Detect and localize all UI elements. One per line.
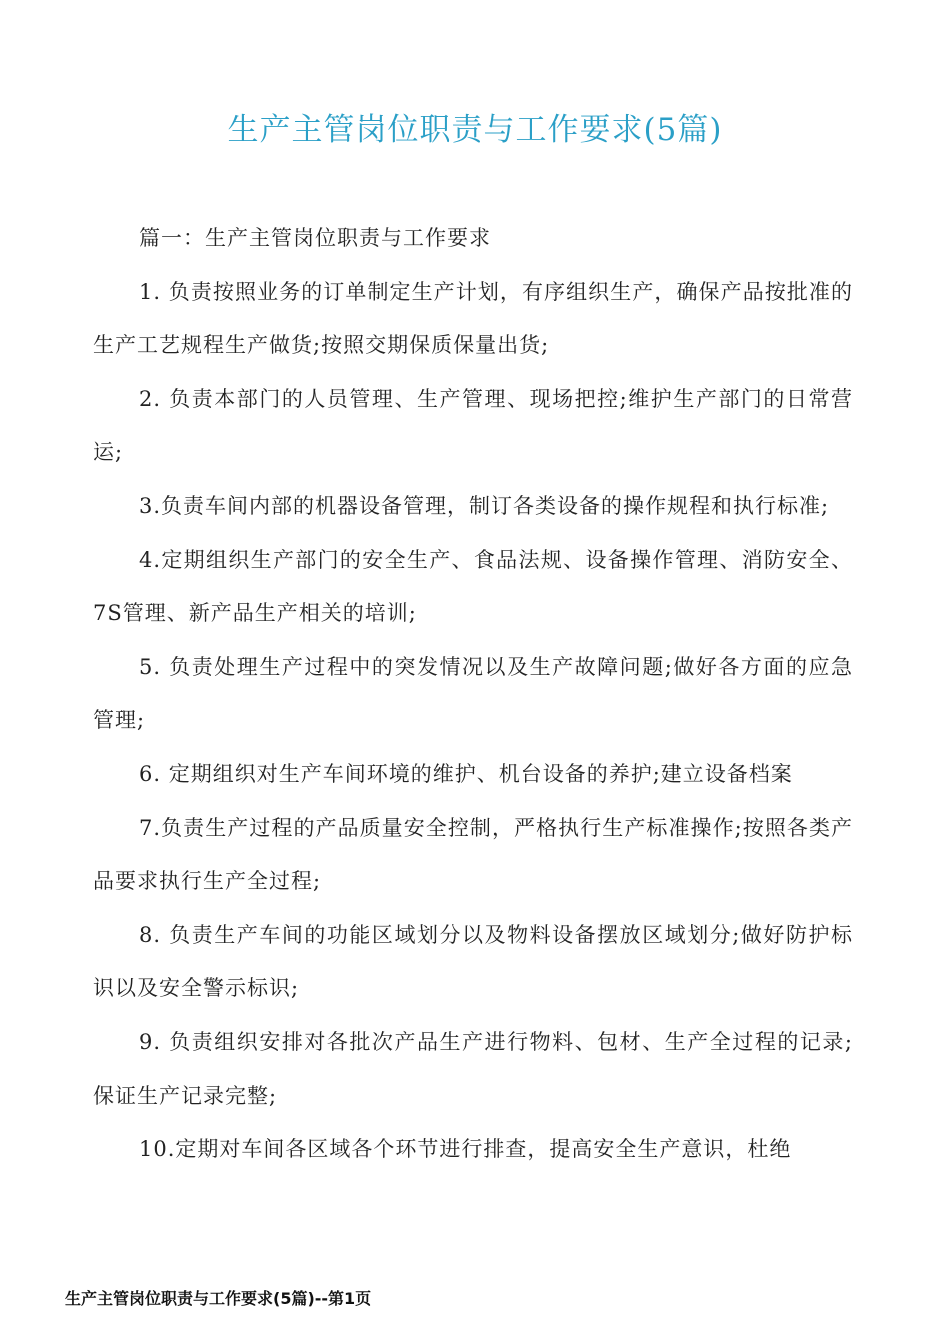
document-body — [93, 212, 853, 1177]
paragraph-7: 7.负责生产过程的产品质量安全控制，严格执行生产标准操作;按照各类产品要求执行生产全过程; — [93, 815, 853, 894]
paragraph-3: 3.负责车间内部的机器设备管理，制订各类设备的操作规程和执行标准; — [139, 493, 830, 518]
paragraph-9: 9. 负责组织安排对各批次产品生产进行物料、包材、生产全过程的记录;保证生产记录完整; — [93, 1029, 853, 1108]
paragraph-5: 5. 负责处理生产过程中的突发情况以及生产故障问题;做好各方面的应急管理; — [93, 654, 853, 733]
paragraph-10: 10.定期对车间各区域各个环节进行排查，提高安全生产意识，杜绝 — [139, 1137, 792, 1162]
document-title: 生产主管岗位职责与工作要求(5篇) — [227, 112, 723, 148]
paragraph-1: 1. 负责按照业务的订单制定生产计划，有序组织生产，确保产品按批准的生产工艺规程生产做货;按照交期保质保量出货; — [93, 279, 853, 358]
paragraph-2: 2. 负责本部门的人员管理、生产管理、现场把控;维护生产部门的日常营运; — [93, 386, 853, 465]
paragraph-4: 4.定期组织生产部门的安全生产、食品法规、设备操作管理、消防安全、7S管理、新产品生产相关的培训; — [93, 547, 853, 626]
paragraph-6: 6. 定期组织对生产车间环境的维护、机台设备的养护;建立设备档案 — [139, 761, 793, 786]
section-heading: 篇一：生产主管岗位职责与工作要求 — [139, 226, 491, 250]
paragraph-8: 8. 负责生产车间的功能区域划分以及物料设备摆放区域划分;做好防护标识以及安全警示标识; — [93, 922, 853, 1001]
page-footer: 生产主管岗位职责与工作要求(5篇)--第1页 — [65, 1289, 372, 1308]
